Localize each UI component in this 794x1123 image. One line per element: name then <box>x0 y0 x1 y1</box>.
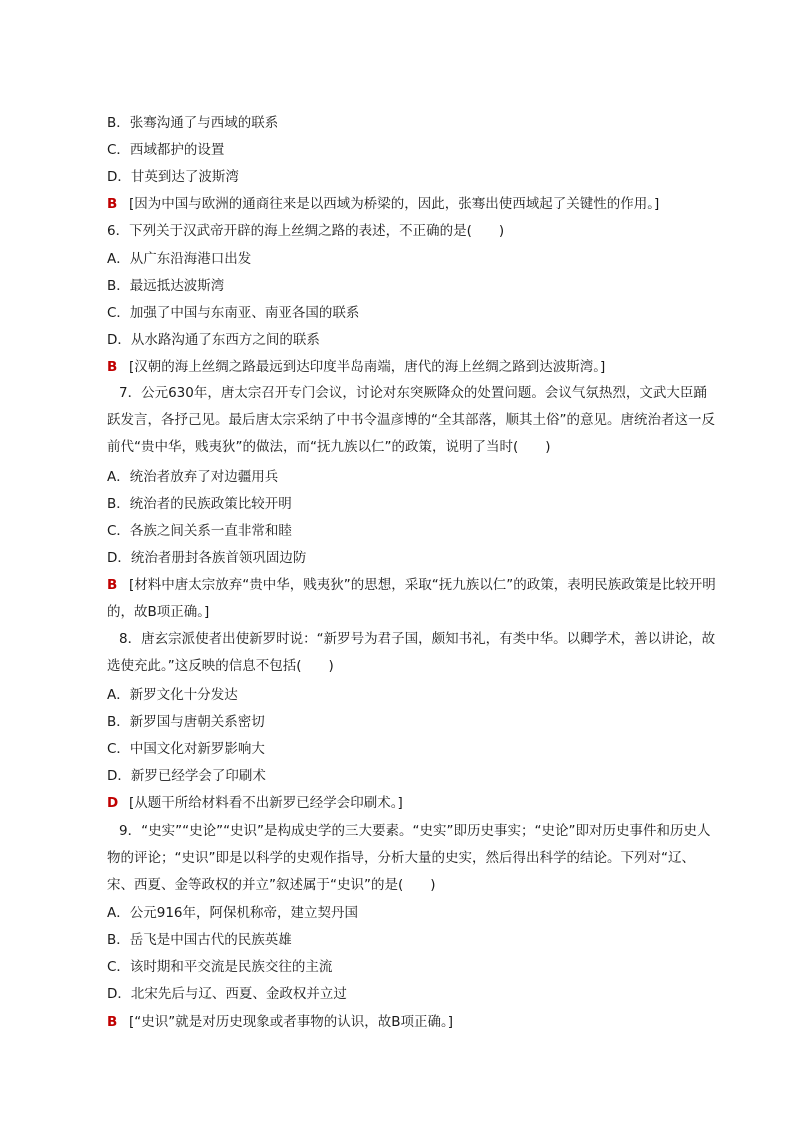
q7-answer-explanation: [材料中唐太宗放弃“贵中华，贱夷狄”的思想，采取“抚九族以仁”的政策，表明民族政策是比较开明的，故B项正确。] <box>107 577 716 620</box>
q9-option-a: A．公元916年，阿保机称帝，建立契丹国 <box>107 905 359 921</box>
q5-option-b: B．张骞沟通了与西域的联系 <box>107 115 279 131</box>
q5-answer-letter: B <box>107 196 118 212</box>
q6-answer-explanation: [汉朝的海上丝绸之路最远到达印度半岛南端，唐代的海上丝绸之路到达波斯湾。] <box>129 359 606 375</box>
q6-stem: 6．下列关于汉武帝开辟的海上丝绸之路的表述，不正确的是( ) <box>107 223 505 239</box>
q9-option-c: C．该时期和平交流是民族交往的主流 <box>107 959 333 975</box>
q7-option-a: A．统治者放弃了对边疆用兵 <box>107 469 279 485</box>
q9-answer <box>107 1012 727 1032</box>
q8-option-c: C．中国文化对新罗影响大 <box>107 741 265 757</box>
q6-answer-letter: B <box>107 359 118 375</box>
q9-answer-letter: B <box>107 1014 118 1030</box>
q6-option-c: C．加强了中国与东南亚、南亚各国的联系 <box>107 305 360 321</box>
q8-option-b: B．新罗国与唐朝关系密切 <box>107 714 265 730</box>
q8-answer-letter: D <box>107 795 119 811</box>
q7-answer-letter: B <box>107 577 118 593</box>
q7-option-c: C．各族之间关系一直非常和睦 <box>107 523 292 539</box>
q8-option-a: A．新罗文化十分发达 <box>107 687 238 703</box>
q7-answer <box>107 572 719 626</box>
q8-stem: 8．唐玄宗派使者出使新罗时说：“新罗号为君子国，颇知书礼，有类中华。以卿学术，善以讲论，故选使充此。”这反映的信息不包括( ) <box>107 631 716 674</box>
q8-option-d: D．新罗已经学会了印刷术 <box>107 768 266 784</box>
q9-stem: 9．“史实”“史论”“史识”是构成史学的三大要素。“史实”即历史事实；“史论”即对历史事件和历史人物的评论；“史识”即是以科学的史观作指导，分析大量的史实，然后得出科学的结论。下列对“辽、宋、西夏、金等政权的并立”叙述属于“史识”的是( ) <box>107 823 711 893</box>
q5-option-c: C．西域都护的设置 <box>107 142 225 158</box>
q5-answer <box>107 194 727 214</box>
q8-answer <box>107 793 727 813</box>
q7-option-b: B．统治者的民族政策比较开明 <box>107 496 292 512</box>
q6-option-d: D．从水路沟通了东西方之间的联系 <box>107 332 320 348</box>
q6-option-a: A．从广东沿海港口出发 <box>107 251 252 267</box>
q7-stem: 7．公元630年，唐太宗召开专门会议，讨论对东突厥降众的处置问题。会议气氛热烈，文武大臣踊跃发言，各抒己见。最后唐太宗采纳了中书令温彦博的“全其部落，顺其土俗”的意见。唐统治者这一反前代“贵中华，贱夷狄”的做法，而“抚九族以仁”的政策，说明了当时( ) <box>107 385 715 455</box>
q9-option-b: B．岳飞是中国古代的民族英雄 <box>107 932 292 948</box>
q6-answer <box>107 357 727 377</box>
q5-answer-explanation: [因为中国与欧洲的通商往来是以西域为桥梁的，因此，张骞出使西域起了关键性的作用。] <box>129 196 660 212</box>
q5-option-d: D．甘英到达了波斯湾 <box>107 169 239 185</box>
q6-option-b: B．最远抵达波斯湾 <box>107 278 225 294</box>
q9-option-d: D．北宋先后与辽、西夏、金政权并立过 <box>107 986 347 1002</box>
q7-option-d: D．统治者册封各族首领巩固边防 <box>107 550 307 566</box>
q9-answer-explanation: [“史识”就是对历史现象或者事物的认识，故B项正确。] <box>129 1014 454 1030</box>
q8-answer-explanation: [从题干所给材料看不出新罗已经学会印刷术。] <box>129 795 403 811</box>
